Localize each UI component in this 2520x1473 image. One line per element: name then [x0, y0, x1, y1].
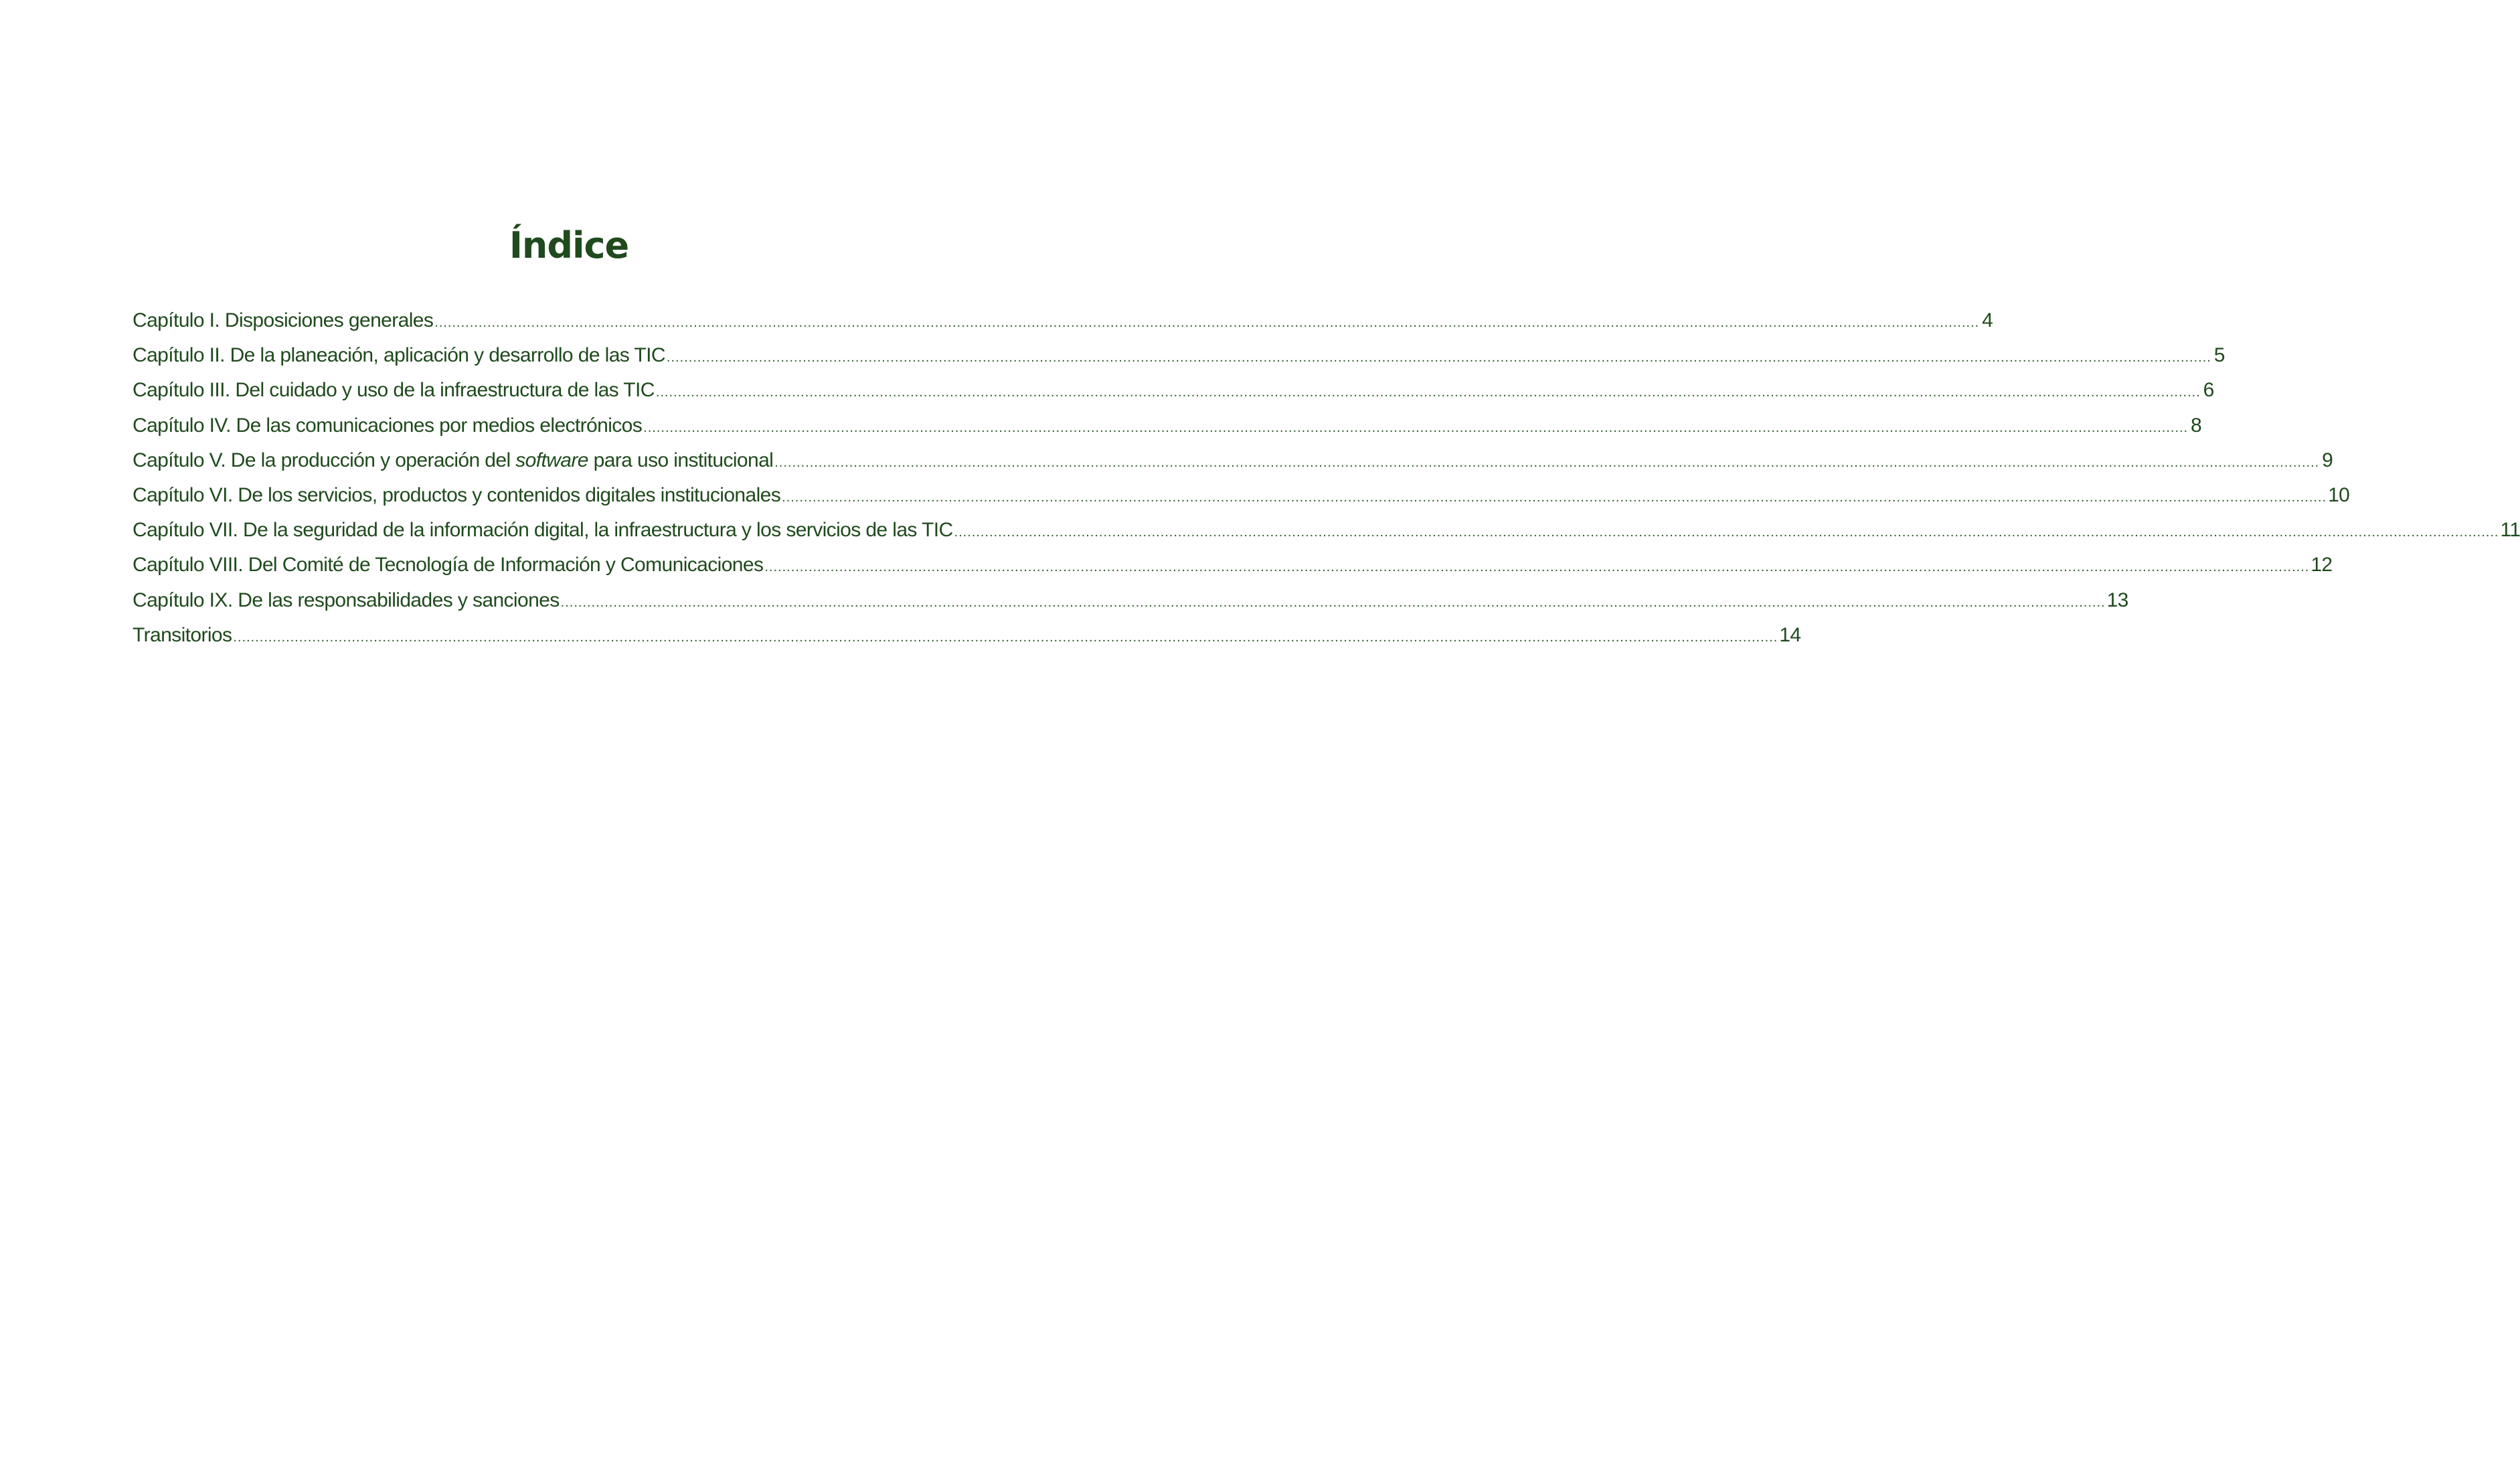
toc-entry-label[interactable]: Capítulo I. Disposiciones generales	[133, 309, 434, 331]
dot-leader	[561, 595, 2106, 611]
dot-leader	[233, 630, 1778, 645]
toc-entry-label[interactable]: Capítulo VIII. Del Comité de Tecnología de Información y Comunicaciones	[133, 554, 764, 576]
toc-entry-label[interactable]: Capítulo II. De la planeación, aplicación y desarrollo de las TIC	[133, 344, 665, 367]
toc-entry-label[interactable]	[133, 449, 773, 472]
table-of-contents	[133, 309, 2520, 659]
toc-page-number: 9	[2322, 449, 2333, 471]
toc-page-number: 12	[2311, 554, 2333, 576]
toc-page-number: 13	[2106, 589, 2128, 611]
toc-entry-label[interactable]: Capítulo III. Del cuidado y uso de la infraestructura de las TIC	[133, 379, 655, 402]
toc-page-number: 14	[1779, 623, 1801, 646]
toc-entry-capitulo-1[interactable]	[133, 309, 1993, 344]
dot-leader	[656, 385, 2201, 400]
toc-page-number: 10	[2328, 483, 2350, 506]
toc-entry-label[interactable]: Capítulo VII. De la seguridad de la información digital, la infraestructura y los servicios de las TIC	[133, 519, 953, 542]
toc-page-number: 11	[2500, 519, 2520, 542]
dot-leader	[954, 525, 2499, 540]
toc-entry-capitulo-8[interactable]	[133, 554, 2333, 589]
toc-page-number: 6	[2203, 379, 2214, 402]
toc-entry-label-italic: software	[515, 449, 588, 471]
page-title: Índice	[509, 224, 629, 267]
dot-leader	[764, 560, 2309, 575]
toc-entry-capitulo-5[interactable]	[133, 449, 2333, 484]
toc-entry-label[interactable]: Transitorios	[133, 623, 232, 646]
toc-entry-capitulo-4[interactable]	[133, 414, 2202, 449]
toc-page-number: 4	[1982, 309, 1993, 331]
toc-page-number: 8	[2191, 414, 2202, 437]
dot-leader	[434, 315, 1979, 331]
toc-entry-label[interactable]: Capítulo IX. De las responsabilidades y sanciones	[133, 589, 560, 611]
toc-entry-capitulo-2[interactable]	[133, 344, 2225, 379]
toc-entry-transitorios[interactable]	[133, 623, 1801, 659]
toc-entry-label[interactable]: Capítulo VI. De los servicios, productos y contenidos digitales institucionales	[133, 483, 781, 506]
toc-entry-capitulo-7[interactable]	[133, 519, 2520, 554]
toc-entry-capitulo-3[interactable]	[133, 379, 2214, 414]
toc-entry-label[interactable]: Capítulo IV. De las comunicaciones por medios electrónicos	[133, 414, 643, 437]
toc-entry-label-part: para uso institucional	[588, 449, 774, 471]
toc-entry-label-part: Capítulo V. De la producción y operación del	[133, 449, 516, 471]
dot-leader	[774, 455, 2319, 471]
toc-page-number: 5	[2213, 344, 2225, 367]
dot-leader	[782, 490, 2327, 506]
dot-leader	[667, 350, 2211, 366]
toc-entry-capitulo-9[interactable]	[133, 589, 2128, 624]
dot-leader	[643, 420, 2188, 436]
toc-entry-capitulo-6[interactable]	[133, 483, 2350, 519]
